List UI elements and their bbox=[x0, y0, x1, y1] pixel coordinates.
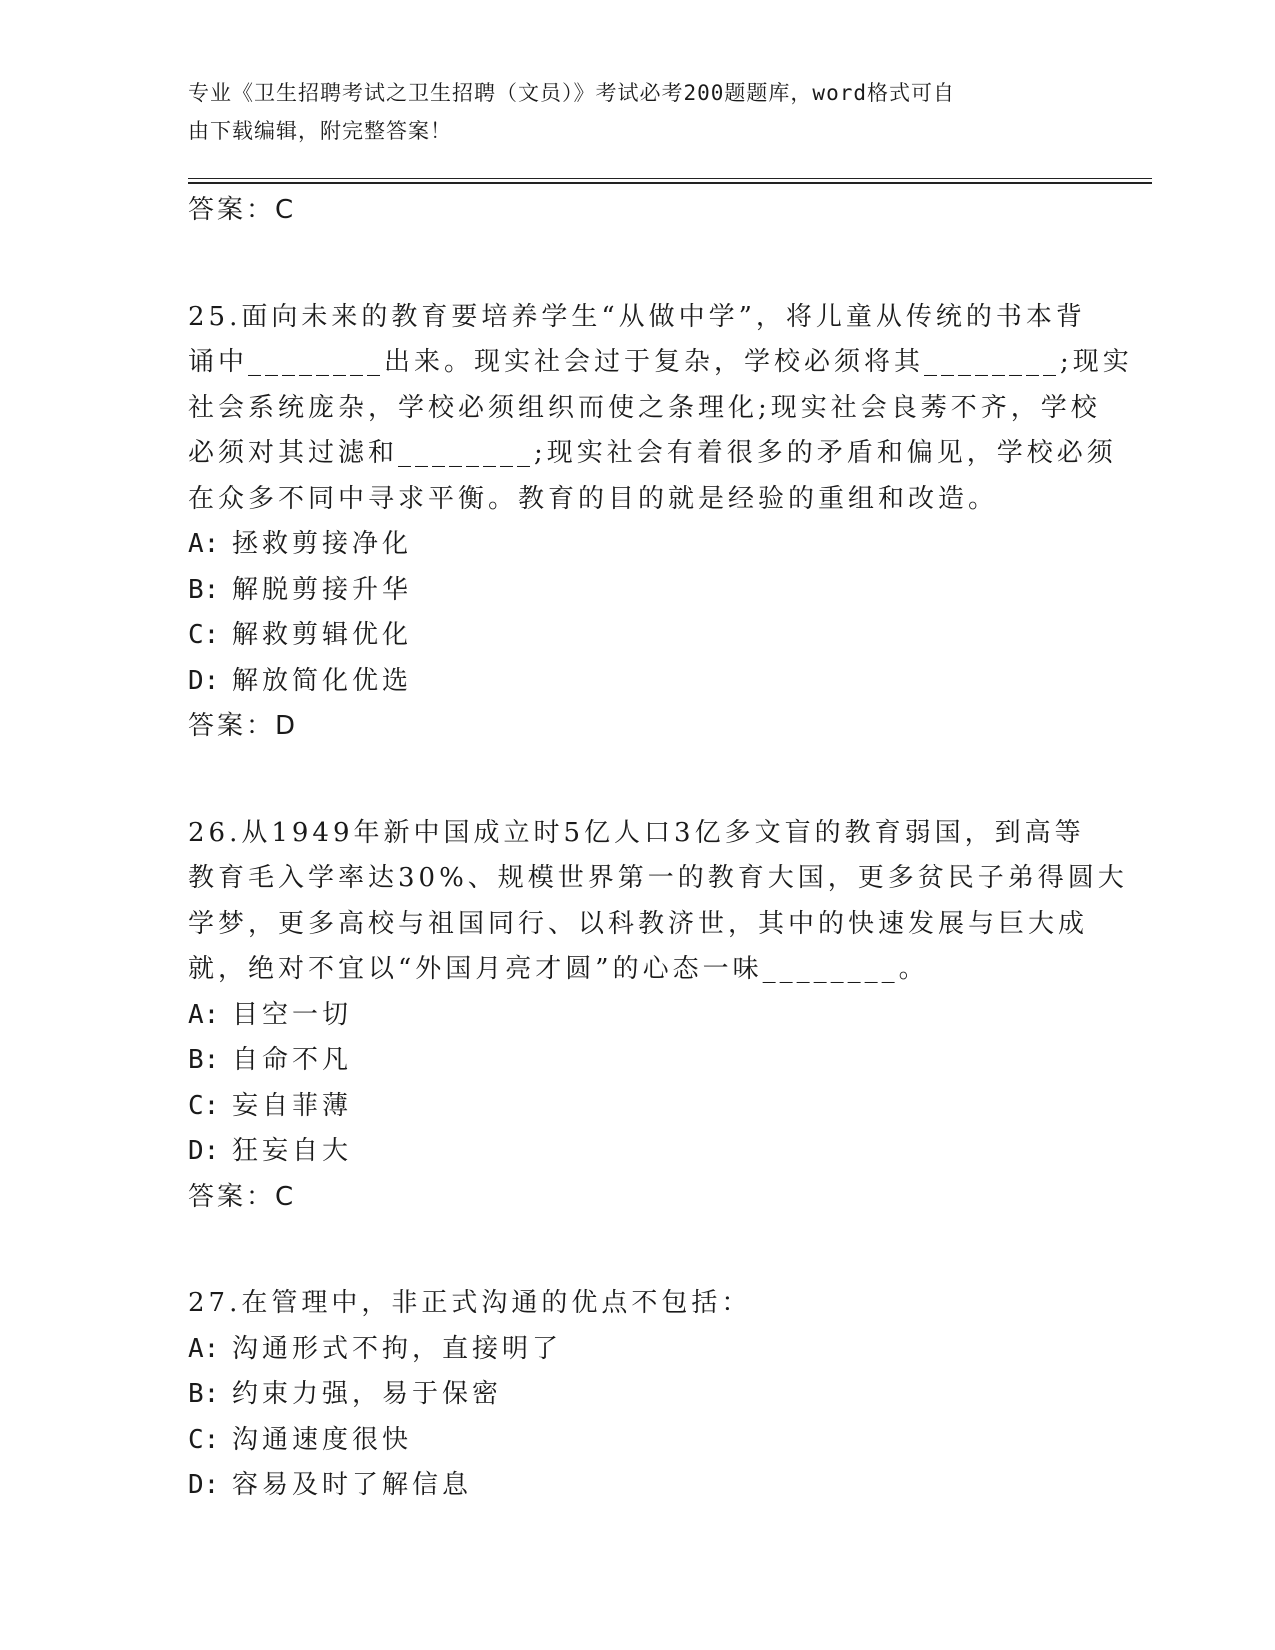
option-b bbox=[188, 1038, 1088, 1084]
question-25 bbox=[188, 295, 1133, 750]
option-a bbox=[188, 993, 1088, 1039]
option-b bbox=[188, 568, 1088, 614]
option-c bbox=[188, 613, 1088, 659]
option-text: 沟通速度很快 bbox=[232, 1424, 413, 1455]
option-c bbox=[188, 1084, 1088, 1130]
question-text-line: 社会系统庞杂，学校必须组织而使之条理化;现实社会良莠不齐，学校 bbox=[188, 392, 1101, 423]
option-label: C: bbox=[188, 1424, 220, 1455]
answer-line: 答案：C bbox=[188, 1181, 297, 1212]
option-label: B: bbox=[188, 1379, 220, 1409]
option-label: B: bbox=[188, 574, 220, 605]
question-content bbox=[188, 188, 1133, 1509]
question-text-line: 诵中________出来。现实社会过于复杂，学校必须将其________;现实 bbox=[188, 347, 1133, 377]
option-c bbox=[188, 1418, 1088, 1464]
option-text: 约束力强，易于保密 bbox=[232, 1379, 503, 1409]
option-text: 容易及时了解信息 bbox=[232, 1470, 473, 1500]
header-divider-thin bbox=[188, 178, 1152, 179]
question-text-line: 27.在管理中，非正式沟通的优点不包括： bbox=[188, 1288, 752, 1318]
question-27 bbox=[188, 1281, 1088, 1509]
option-d bbox=[188, 1129, 1088, 1175]
option-label: D: bbox=[188, 1136, 220, 1166]
option-label: A: bbox=[188, 529, 220, 559]
option-label: A: bbox=[188, 999, 220, 1030]
option-b bbox=[188, 1372, 1088, 1418]
question-text-line: 教育毛入学率达30%、规模世界第一的教育大国，更多贫民子弟得圆大 bbox=[188, 863, 1128, 893]
option-text: 拯救剪接净化 bbox=[232, 529, 413, 559]
option-text: 解救剪辑优化 bbox=[232, 620, 413, 650]
option-label: C: bbox=[188, 620, 220, 650]
option-text: 沟通形式不拘，直接明了 bbox=[232, 1333, 563, 1364]
header-line-1: 专业《卫生招聘考试之卫生招聘（文员）》考试必考200题题库，word格式可自 bbox=[188, 81, 955, 105]
question-text-line: 学梦，更多高校与祖国同行、以科教济世，其中的快速发展与巨大成 bbox=[188, 908, 1089, 939]
option-label: C: bbox=[188, 1090, 220, 1121]
option-text: 自命不凡 bbox=[232, 1045, 353, 1075]
option-label: D: bbox=[188, 1470, 220, 1500]
option-a bbox=[188, 522, 1088, 568]
option-label: D: bbox=[188, 665, 220, 696]
question-text-line: 在众多不同中寻求平衡。教育的目的就是经验的重组和改造。 bbox=[188, 483, 999, 514]
option-label: A: bbox=[188, 1333, 220, 1364]
question-text-line: 25.面向未来的教育要培养学生“从做中学”，将儿童从传统的书本背 bbox=[188, 301, 1086, 332]
header-line-2: 由下载编辑，附完整答案！ bbox=[188, 119, 452, 143]
question-text-line: 就，绝对不宜以“外国月亮才圆”的心态一味________。 bbox=[188, 954, 929, 984]
option-label: B: bbox=[188, 1045, 220, 1075]
option-a bbox=[188, 1327, 1088, 1373]
option-text: 妄自菲薄 bbox=[232, 1090, 353, 1121]
question-text-line: 必须对其过滤和________;现实社会有着很多的矛盾和偏见，学校必须 bbox=[188, 438, 1117, 468]
answer-line: 答案：D bbox=[188, 711, 299, 741]
option-text: 解放简化优选 bbox=[232, 665, 413, 696]
page-header bbox=[188, 74, 1068, 150]
previous-answer: 答案：C bbox=[188, 195, 297, 225]
question-text-line: 26.从1949年新中国成立时5亿人口3亿多文盲的教育弱国，到高等 bbox=[188, 817, 1085, 848]
option-d bbox=[188, 1463, 1088, 1509]
option-d bbox=[188, 659, 1088, 705]
option-text: 狂妄自大 bbox=[232, 1136, 353, 1166]
header-divider-thick bbox=[188, 182, 1152, 184]
option-text: 解脱剪接升华 bbox=[232, 574, 413, 605]
option-text: 目空一切 bbox=[232, 999, 353, 1030]
question-26 bbox=[188, 811, 1128, 1221]
